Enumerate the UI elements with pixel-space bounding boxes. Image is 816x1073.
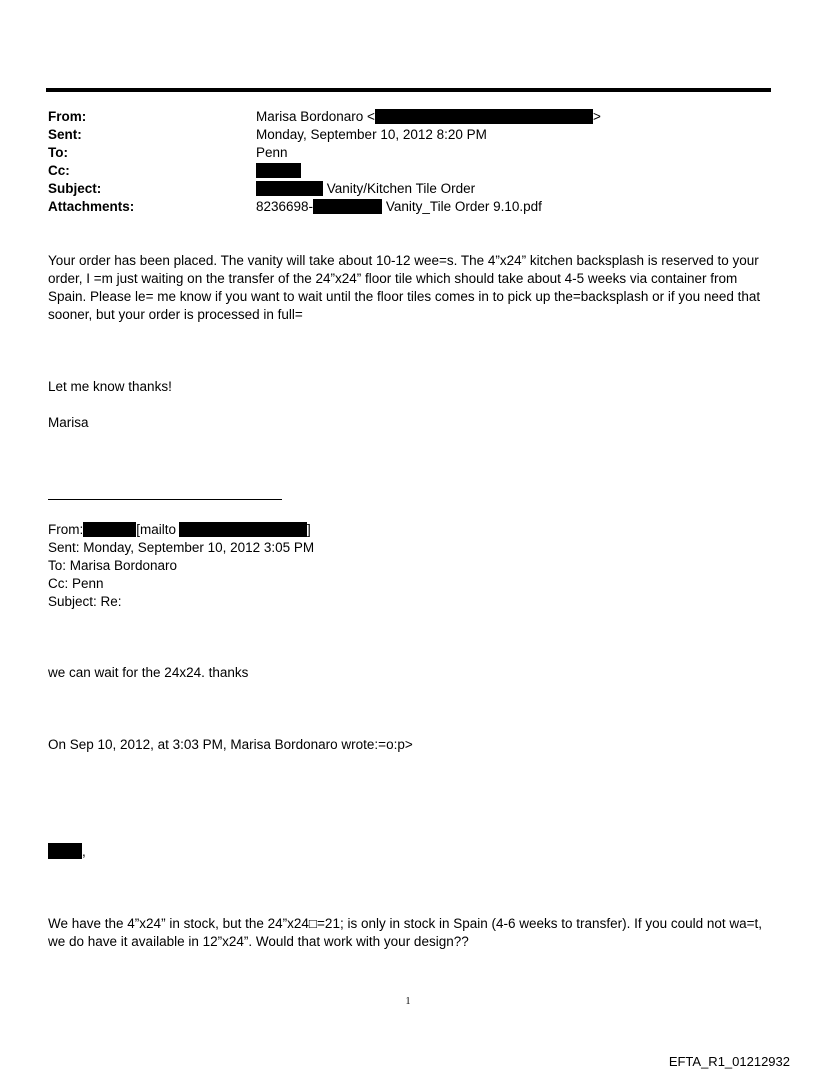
fwd-to-row: To: Marisa Bordonaro: [48, 558, 178, 573]
fwd-from-label: From:: [48, 522, 84, 537]
fwd-subject-row: Subject: Re:: [48, 594, 122, 609]
subject-value: Vanity/Kitchen Tile Order: [326, 181, 476, 196]
fwd-mailto-close: ]: [307, 522, 311, 537]
quote-body: We have the 4”x24” in stock, but the 24”x24□=21; is only in stock in Spain (4-6 weeks to transfer). If you could not wa=t, we do have it available in 12”x24”. Would that work with your design??: [48, 916, 763, 949]
message-signature: Marisa: [48, 415, 89, 430]
forwarded-header: [48, 521, 314, 611]
to-value: Penn: [256, 145, 288, 160]
redacted-fwd-name: [83, 522, 136, 537]
quote-intro: On Sep 10, 2012, at 3:03 PM, Marisa Bordonaro wrote:=o:p>: [48, 737, 413, 752]
attachment-suffix: Vanity_Tile Order 9.10.pdf: [385, 199, 542, 214]
to-label: To:: [48, 145, 68, 160]
redacted-email: [375, 109, 593, 124]
attachments-row: [48, 198, 768, 216]
attachment-prefix: 8236698-: [256, 199, 314, 214]
email-header: [48, 108, 768, 216]
attachments-label: Attachments:: [48, 199, 135, 214]
document-id: EFTA_R1_01212932: [668, 1054, 790, 1069]
sent-label: Sent:: [48, 127, 82, 142]
redacted-attachment-name: [313, 199, 382, 214]
fwd-mailto: [mailto: [136, 522, 177, 537]
cc-row: [48, 162, 768, 180]
subject-label: Subject:: [48, 181, 102, 196]
redacted-cc: [256, 163, 301, 178]
greeting-suffix: ,: [82, 844, 86, 859]
from-label: From:: [48, 109, 87, 124]
from-name: Marisa Bordonaro <: [256, 109, 375, 124]
to-row: [48, 144, 768, 162]
page-number: 1: [405, 996, 411, 1007]
redacted-greeting-name: [48, 843, 82, 859]
quote-separator: [48, 499, 282, 500]
header-rule: [46, 88, 771, 92]
subject-row: [48, 180, 768, 198]
from-row: [48, 108, 768, 126]
sent-row: [48, 126, 768, 144]
reply-text: we can wait for the 24x24. thanks: [48, 665, 249, 680]
cc-label: Cc:: [48, 163, 70, 178]
redacted-subject-name: [256, 181, 323, 196]
message-closing: Let me know thanks!: [48, 379, 172, 394]
sent-value: Monday, September 10, 2012 8:20 PM: [256, 127, 487, 142]
quote-greeting: [48, 843, 774, 861]
message-paragraph: Your order has been placed. The vanity will take about 10-12 wee=s. The 4”x24” kitchen backsplash is reserved to your order, I =m just waiting on the transfer of the 24”x24” floor tile which should take about 4-5 weeks via container from Spain. Please le= me know if you want to wait until the floor tiles comes in to pick up the=backsplash or if you need that sooner, but your order is processed in full=: [48, 253, 761, 322]
from-close: >: [592, 109, 601, 124]
fwd-from-row: [48, 521, 314, 539]
redacted-fwd-email: [179, 522, 307, 537]
fwd-cc-row: Cc: Penn: [48, 576, 104, 591]
fwd-sent-row: Sent: Monday, September 10, 2012 3:05 PM: [48, 540, 315, 555]
